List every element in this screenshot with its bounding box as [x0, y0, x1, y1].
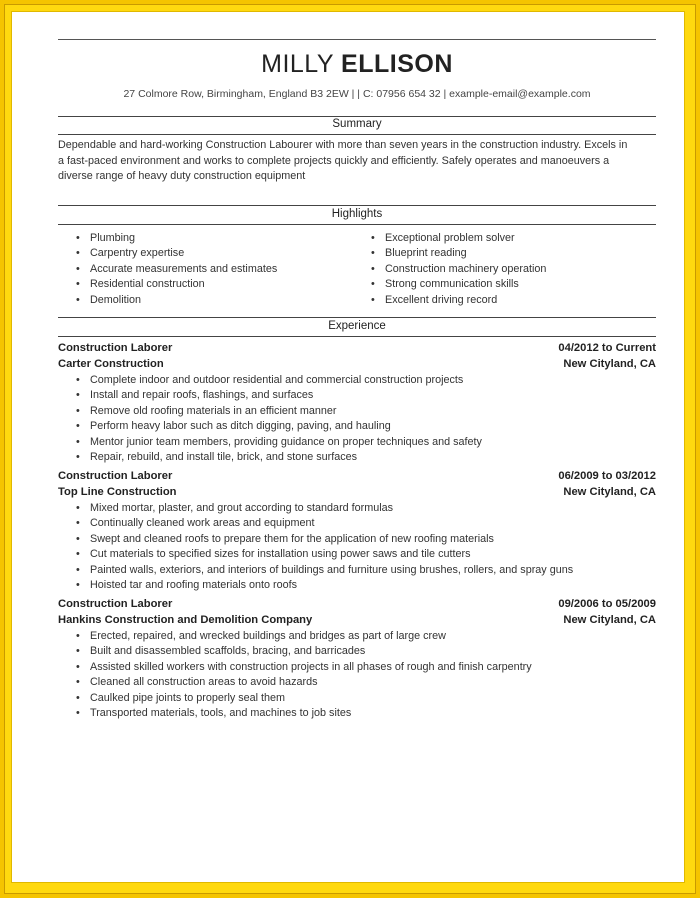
job-bullet: • Cut materials to specified sizes for installation using power saws and tile cutters: [72, 547, 573, 562]
highlights-heading: Highlights: [331, 208, 383, 220]
job-title: Construction Laborer: [58, 342, 173, 354]
highlights-right-list: [367, 231, 546, 308]
job-bullet: • Remove old roofing materials in an efficient manner: [72, 404, 482, 419]
job-company: Top Line Construction: [58, 486, 177, 498]
highlight-item: • Accurate measurements and estimates: [72, 262, 277, 277]
job-bullet: • Continually cleaned work areas and equipment: [72, 516, 573, 531]
job-location: New Cityland, CA: [563, 614, 656, 626]
job-bullet: • Perform heavy labor such as ditch digging, paving, and hauling: [72, 419, 482, 434]
highlight-item: • Construction machinery operation: [367, 262, 546, 277]
job-title: Construction Laborer: [58, 470, 173, 482]
summary-rule-bottom: [58, 134, 656, 135]
candidate-name: MILLY ELLISON: [261, 50, 453, 78]
job-bullets: [72, 373, 482, 465]
job-bullet: • Mentor junior team members, providing guidance on proper techniques and safety: [72, 435, 482, 450]
job-bullet: • Mixed mortar, plaster, and grout according to standard formulas: [72, 501, 573, 516]
highlight-item: • Strong communication skills: [367, 277, 546, 292]
highlight-item: • Carpentry expertise: [72, 246, 277, 261]
job-title-row: [58, 470, 656, 482]
job-title: Construction Laborer: [58, 598, 173, 610]
highlight-item: • Exceptional problem solver: [367, 231, 546, 246]
job-bullet: • Hoisted tar and roofing materials onto roofs: [72, 578, 573, 593]
job-title-row: [58, 598, 656, 610]
highlight-item: • Plumbing: [72, 231, 277, 246]
job-bullets: [72, 629, 532, 721]
contact-line: 27 Colmore Row, Birmingham, England B3 2EW | | C: 07956 654 32 | example-email@example.com: [123, 88, 591, 100]
job-company-row: [58, 358, 656, 370]
summary-rule-top: [58, 116, 656, 117]
highlight-item: • Excellent driving record: [367, 293, 546, 308]
job-bullet: • Install and repair roofs, flashings, and surfaces: [72, 388, 482, 403]
job-bullet: • Cleaned all construction areas to avoid hazards: [72, 675, 532, 690]
highlights-rule-bottom: [58, 224, 656, 225]
highlight-item: • Demolition: [72, 293, 277, 308]
highlight-item: • Residential construction: [72, 277, 277, 292]
job-bullet: • Repair, rebuild, and install tile, brick, and stone surfaces: [72, 450, 482, 465]
experience-heading: Experience: [328, 320, 386, 332]
job-dates: 09/2006 to 05/2009: [558, 598, 656, 610]
job-company-row: [58, 486, 656, 498]
highlights-rule-top: [58, 205, 656, 206]
top-rule: [58, 39, 656, 40]
resume-page: [11, 11, 685, 883]
experience-rule-bottom: [58, 336, 656, 337]
job-bullet: • Assisted skilled workers with construction projects in all phases of rough and finish carpentry: [72, 660, 532, 675]
job-bullet: • Painted walls, exteriors, and interiors of buildings and furniture using brushes, rollers, and spray guns: [72, 563, 573, 578]
summary-heading: Summary: [332, 118, 382, 130]
job-bullet: • Built and disassembled scaffolds, bracing, and barricades: [72, 644, 532, 659]
job-dates: 06/2009 to 03/2012: [558, 470, 656, 482]
experience-rule-top: [58, 317, 656, 318]
job-company-row: [58, 614, 656, 626]
job-location: New Cityland, CA: [563, 358, 656, 370]
job-bullet: • Swept and cleaned roofs to prepare them for the application of new roofing materials: [72, 532, 573, 547]
highlights-left-list: [72, 231, 277, 308]
summary-text: Dependable and hard-working Construction Labourer with more than seven years in the construction industry. Excels in a fast-paced environment and works to complete projects quickly and efficiently. Safely operates and manoeuvers a diverse range of heavy duty construction equipment: [58, 139, 628, 182]
job-bullet: • Transported materials, tools, and machines to job sites: [72, 706, 532, 721]
job-bullet: • Erected, repaired, and wrecked buildings and bridges as part of large crew: [72, 629, 532, 644]
highlight-item: • Blueprint reading: [367, 246, 546, 261]
job-bullets: [72, 501, 573, 593]
job-location: New Cityland, CA: [563, 486, 656, 498]
job-bullet: • Caulked pipe joints to properly seal them: [72, 691, 532, 706]
job-dates: 04/2012 to Current: [558, 342, 656, 354]
job-company: Hankins Construction and Demolition Company: [58, 614, 313, 626]
job-bullet: • Complete indoor and outdoor residential and commercial construction projects: [72, 373, 482, 388]
job-title-row: [58, 342, 656, 354]
job-company: Carter Construction: [58, 358, 164, 370]
